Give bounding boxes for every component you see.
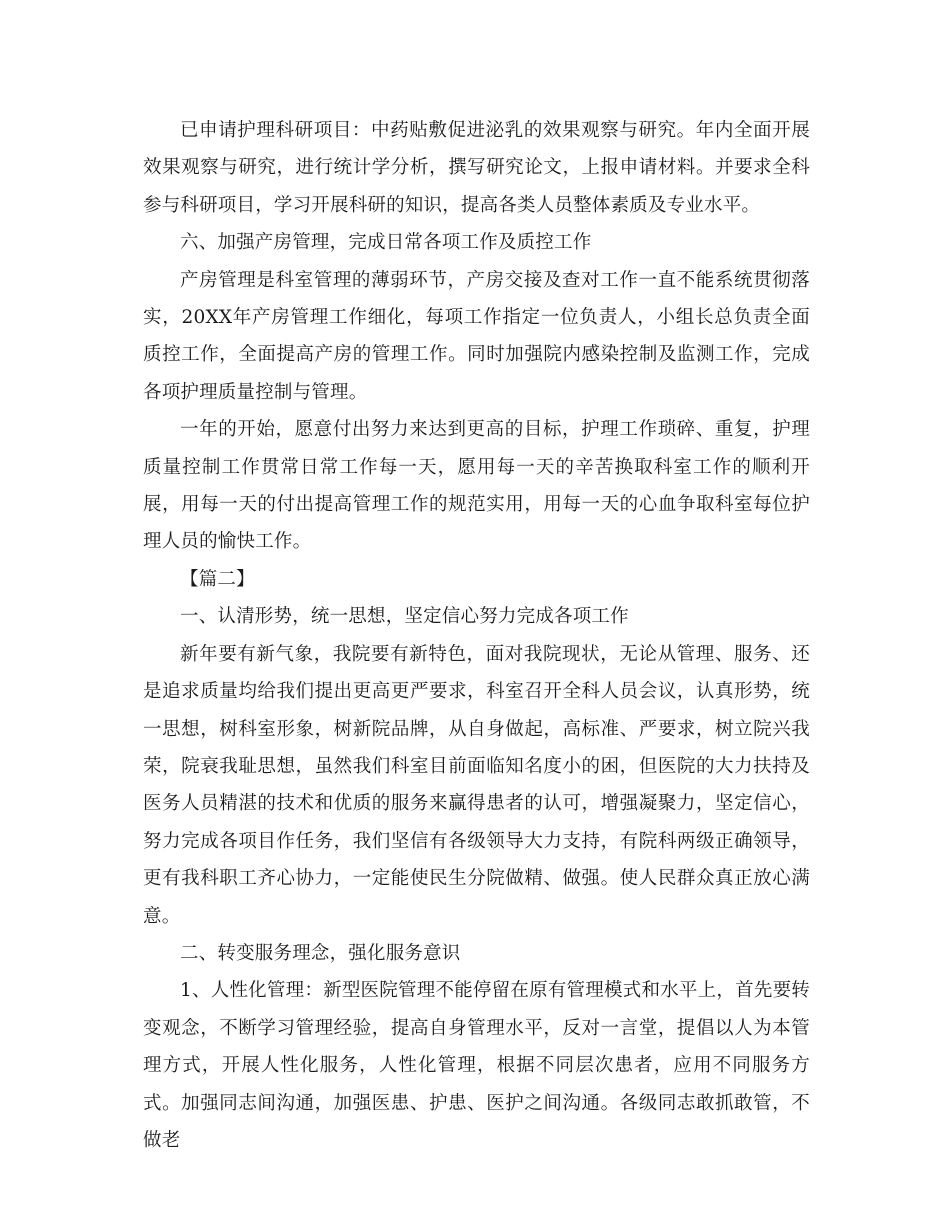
paragraph-research-project: 已申请护理科研项目：中药贴敷促进泌乳的效果观察与研究。年内全面开展效果观察与研究，进行统计学分析，撰写研究论文，上报申请材料。并要求全科参与科研项目，学习开展科研的知识，提高各类人员整体素质及专业水平。 bbox=[143, 120, 810, 216]
section-title-part-two: 【篇二】 bbox=[180, 568, 255, 590]
heading-service-concept: 二、转变服务理念，强化服务意识 bbox=[180, 942, 461, 964]
paragraph-delivery-room: 产房管理是科室管理的薄弱环节，产房交接及查对工作一直不能系统贯彻落实，20XX年产房管理工作细化，每项工作指定一位负责人，小组长总负责全面质控工作，全面提高产房的管理工作。同时加强院内感染控制及监测工作，完成各项护理质量控制与管理。 bbox=[143, 269, 810, 403]
paragraph-humanized-management: 1、人性化管理：新型医院管理不能停留在原有管理模式和水平上，首先要转变观念，不断学习管理经验，提高自身管理水平，反对一言堂，提倡以人为本管理方式，开展人性化服务，人性化管理，根据不同层次患者，应用不同服务方式。加强同志间沟通，加强医患、护患、医护之间沟通。各级同志敢抓敢管，不做老 bbox=[143, 980, 810, 1151]
paragraph-year-start: 一年的开始，愿意付出努力来达到更高的目标，护理工作琐碎、重复，护理质量控制工作贯常日常工作每一天，愿用每一天的辛苦换取科室工作的顺利开展，用每一天的付出提高管理工作的规范实用，用每一天的心血争取科室每位护理人员的愉快工作。 bbox=[143, 419, 810, 553]
heading-delivery-room-management: 六、加强产房管理，完成日常各项工作及质控工作 bbox=[180, 232, 592, 254]
document-page bbox=[143, 112, 810, 1159]
paragraph-new-year: 新年要有新气象，我院要有新特色，面对我院现状，无论从管理、服务、还是追求质量均给我们提出更高更严要求，科室召开全科人员会议，认真形势，统一思想，树科室形象，树新院品牌，从自身做起，高标准、严要求，树立院兴我荣，院衰我耻思想，虽然我们科室目前面临知名度小的困，但医院的大力扶持及医务人员精湛的技术和优质的服务来赢得患者的认可，增强凝聚力，坚定信心，努力完成各项目作任务，我们坚信有各级领导大力支持，有院科两级正确领导，更有我科职工齐心协力，一定能使民生分院做精、做强。使人民群众真正放心满意。 bbox=[143, 643, 810, 927]
heading-understand-situation: 一、认清形势，统一思想，坚定信心努力完成各项工作 bbox=[180, 606, 629, 628]
